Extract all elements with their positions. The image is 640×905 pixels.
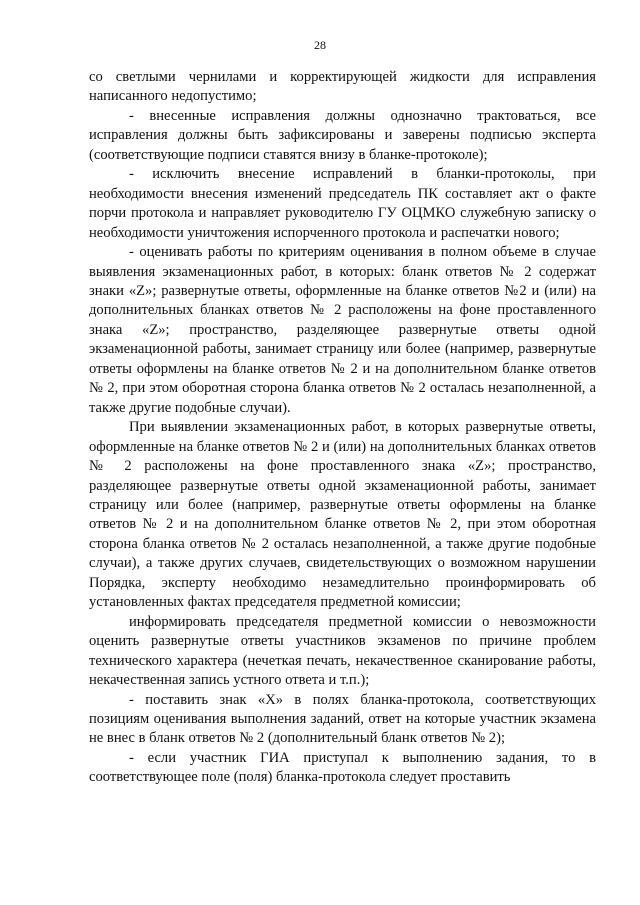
- paragraph-6: информировать председателя предметной комиссии о невозможности оценить развернутые ответы участников экзаменов по причине проблем технического характера (нечеткая печать, некачественное сканирование работы, некачественная запись устного ответа и т.п.);: [89, 613, 596, 689]
- paragraph-3: - исключить внесение исправлений в бланки-протоколы, при необходимости внесения изменений председатель ПК составляет акт о факте порчи протокола и направляет руководителю ГУ ОЦМКО служебную записку о необходимости уничтожения испорченного протокола и распечатки нового;: [89, 166, 596, 241]
- page-number: 28: [314, 38, 326, 52]
- paragraph-1: со светлыми чернилами и корректирующей жидкости для исправления написанного недопустимо;: [89, 69, 596, 105]
- body-text: [89, 68, 596, 788]
- paragraph-4: - оценивать работы по критериям оценивания в полном объеме в случае выявления экзаменационных работ, в которых: бланк ответов № 2 содержат знаки «Z»; развернутые ответы, оформленные на бланке ответов №2 и (или) на дополнительных бланках ответов № 2 расположены на фоне проставленного знака «Z»; пространство, разделяющее развернутые ответы одной экзаменационной работы, занимает страницу или более (например, развернутые ответы оформлены на бланке ответов № 2 и на дополнительном бланке ответов № 2, при этом оборотная сторона бланка ответов № 2 осталась незаполненной, а также другие подобные случаи).: [89, 244, 596, 416]
- paragraph-8: - если участник ГИА приступал к выполнению задания, то в соответствующее поле (поля) бланка-протокола следует проставить: [89, 749, 596, 786]
- paragraph-7: - поставить знак «Х» в полях бланка-протокола, соответствующих позициям оценивания выполнения заданий, ответ на которые участник экзамена не внес в бланк ответов № 2 (дополнительный бланк ответов № 2);: [89, 691, 596, 747]
- paragraph-2: - внесенные исправления должны однозначно трактоваться, все исправления должны быть зафиксированы и заверены подписью эксперта (соответствующие подписи ставятся внизу в бланке-протоколе);: [89, 107, 596, 163]
- paragraph-5: При выявлении экзаменационных работ, в которых развернутые ответы, оформленные на бланке ответов № 2 и (или) на дополнительных бланках ответов № 2 расположены на фоне проставленного знака «Z»; пространство, разделяющее развернутые ответы одной экзаменационной работы, занимает страницу или более (например, развернутые ответы оформлены на бланке ответов № 2 и на дополнительном бланке ответов № 2, при этом оборотная сторона бланка ответов № 2 осталась незаполненной, а также другие подобные случаи), а также других случаев, свидетельствующих о возможном нарушении Порядка, эксперту необходимо незамедлительно проинформировать об установленных фактах председателя предметной комиссии;: [89, 419, 596, 611]
